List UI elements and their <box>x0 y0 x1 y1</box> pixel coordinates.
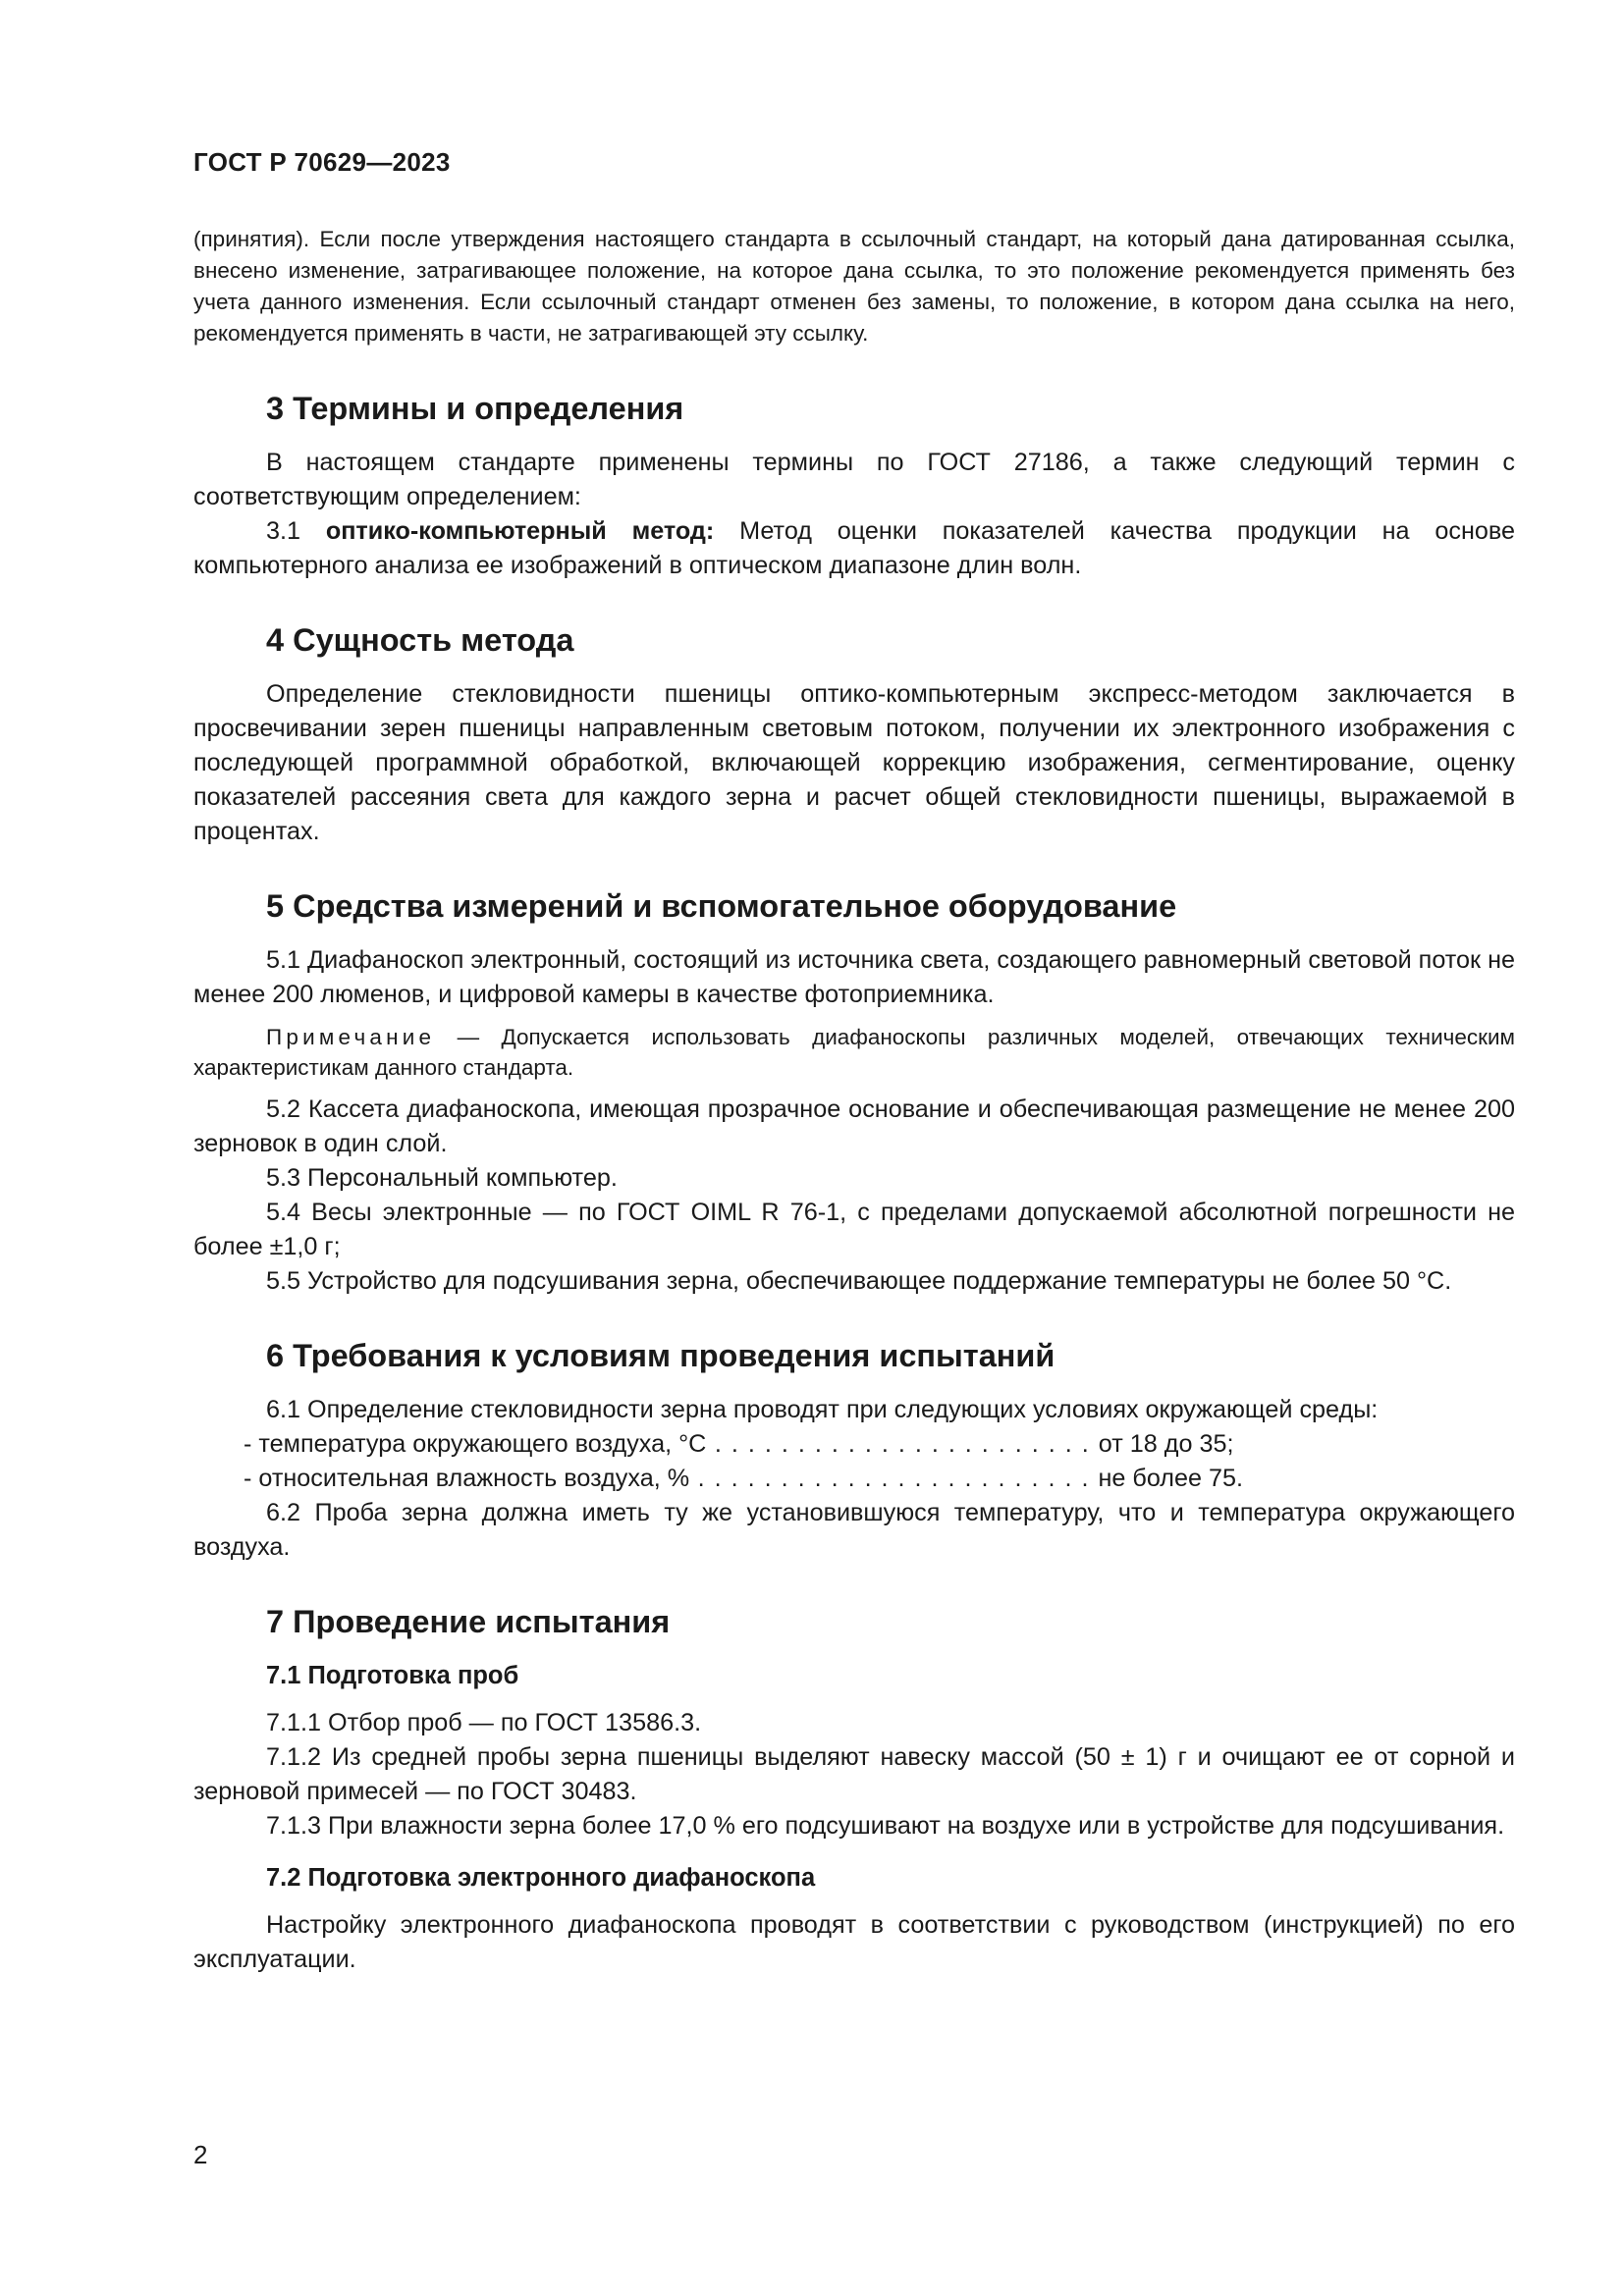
paragraph-6-1: 6.1 Определение стекловидности зерна проводят при следующих условиях окружающей среды: <box>266 1396 1379 1423</box>
section-4-paragraph: Определение стекловидности пшеницы оптико-компьютерным экспресс-методом заключается в просвечивании зерен пшеницы направленным световым потоком, получении их электронного изображения с последующей программной обработкой, включающей коррекцию изображения, сегментирование, оценку показателей рассеяния света для каждого зерна и расчет общей стекловидности пшеницы, выражаемой в процентах. <box>193 680 1515 845</box>
list-item-value: от 18 до 35; <box>1098 1430 1234 1458</box>
term-number: 3.1 <box>266 517 301 545</box>
term-text: Метод оценки показателей качества продукции на основе компьютерного анализа ее изображений в оптическом диапазоне длин волн. <box>193 517 1515 579</box>
list-item-label: - относительная влажность воздуха, % <box>244 1465 690 1492</box>
section-3-heading: 3 Термины и определения <box>266 391 684 426</box>
leader-dots: . . . . . . . . . . . . . . . . . . . . . . . <box>706 1430 1099 1458</box>
paragraph-6-2: 6.2 Проба зерна должна иметь ту же установившуюся температуру, что и температура окружающего воздуха. <box>193 1499 1515 1561</box>
paragraph-7-1-3: 7.1.3 При влажности зерна более 17,0 % его подсушивают на воздухе или в устройстве для подсушивания. <box>266 1812 1505 1840</box>
paragraph-5-3: 5.3 Персональный компьютер. <box>266 1164 618 1192</box>
list-item-value: не более 75. <box>1098 1465 1244 1492</box>
paragraph-5-5: 5.5 Устройство для подсушивания зерна, обеспечивающее поддержание температуры не более 50 °С. <box>266 1267 1452 1295</box>
intro-paragraph: (принятия). Если после утверждения настоящего стандарта в ссылочный стандарт, на который дана датированная ссылка, внесено изменение, затрагивающее положение, на которое дана ссылка, то это положение рекомендуется применять без учета данного изменения. Если ссылочный стандарт отменен без замены, то положение, в котором дана ссылка на него, рекомендуется применять в части, не затрагивающей эту ссылку. <box>193 227 1515 346</box>
term-name: оптико-компьютерный метод: <box>325 517 715 545</box>
paragraph-5-4: 5.4 Весы электронные — по ГОСТ OIML R 76-1, с пределами допускаемой абсолютной погрешности не более ±1,0 г; <box>193 1199 1515 1260</box>
subsection-7-1-heading: 7.1 Подготовка проб <box>266 1662 519 1689</box>
section-3-paragraph: В настоящем стандарте применены термины по ГОСТ 27186, а также следующий термин с соответствующим определением: <box>193 449 1515 510</box>
list-item-humidity <box>193 1462 1515 1496</box>
list-item-temperature <box>193 1427 1515 1462</box>
document-code-header: ГОСТ Р 70629—2023 <box>193 147 451 177</box>
note <box>193 1022 1515 1083</box>
paragraph-7-2: Настройку электронного диафаноскопа проводят в соответствии с руководством (инструкцией) по его эксплуатации. <box>193 1911 1515 1973</box>
paragraph-7-1-1: 7.1.1 Отбор проб — по ГОСТ 13586.3. <box>266 1709 702 1736</box>
note-text: — Допускается использовать диафаноскопы различных моделей, отвечающих техническим характеристикам данного стандарта. <box>193 1025 1515 1080</box>
subsection-7-2-heading: 7.2 Подготовка электронного диафаноскопа <box>266 1864 816 1892</box>
section-7-heading: 7 Проведение испытания <box>266 1604 671 1639</box>
paragraph-5-2: 5.2 Кассета диафаноскопа, имеющая прозрачное основание и обеспечивающая размещение не менее 200 зерновок в один слой. <box>193 1095 1515 1157</box>
page-content <box>193 224 1515 1977</box>
page-number: 2 <box>193 2140 208 2169</box>
paragraph-7-1-2: 7.1.2 Из средней пробы зерна пшеницы выделяют навеску массой (50 ± 1) г и очищают ее от сорной и зерновой примесей — по ГОСТ 30483. <box>193 1743 1515 1805</box>
term-definition <box>193 514 1515 583</box>
section-5-heading: 5 Средства измерений и вспомогательное оборудование <box>266 888 1177 924</box>
paragraph-5-1: 5.1 Диафаноскоп электронный, состоящий из источника света, создающего равномерный световой поток не менее 200 люменов, и цифровой камеры в качестве фотоприемника. <box>193 946 1515 1008</box>
section-4-heading: 4 Сущность метода <box>266 622 574 658</box>
leader-dots: . . . . . . . . . . . . . . . . . . . . . . . . <box>689 1465 1099 1492</box>
list-item-label: - температура окружающего воздуха, °С <box>244 1430 707 1458</box>
section-6-heading: 6 Требования к условиям проведения испытаний <box>266 1338 1056 1373</box>
note-label: Примечание <box>266 1025 436 1049</box>
